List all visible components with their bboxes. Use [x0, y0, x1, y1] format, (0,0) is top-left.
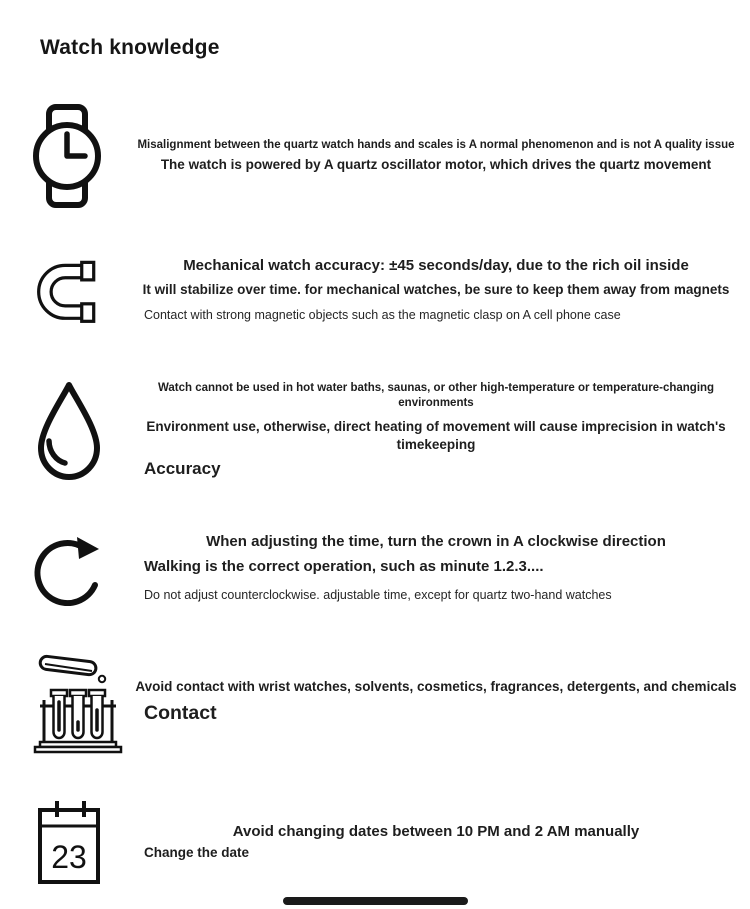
- test-tubes-icon: [32, 650, 126, 754]
- home-indicator[interactable]: [283, 897, 468, 905]
- section-heading: Contact: [144, 701, 217, 724]
- section-line: Environment use, otherwise, direct heating of movement will cause imprecision in watch's timekeeping: [146, 418, 726, 453]
- section-line: It will stabilize over time. for mechanical watches, be sure to keep them away from magnets: [142, 281, 730, 297]
- section-line: Avoid changing dates between 10 PM and 2 AM manually: [232, 822, 640, 840]
- watch-icon: [32, 104, 126, 208]
- section-quartz-movement: [0, 104, 750, 208]
- section-heading: Accuracy: [144, 459, 221, 479]
- section-line: Avoid contact with wrist watches, solvents, cosmetics, fragrances, detergents, and chemicals: [135, 678, 737, 694]
- section-temperature-accuracy: [0, 380, 750, 482]
- calendar-icon: [32, 798, 126, 886]
- section-magnetism: [0, 255, 750, 325]
- page-title: Watch knowledge: [40, 36, 220, 59]
- section-line: Watch cannot be used in hot water baths, saunas, or other high-temperature or temperature-changing environments: [157, 381, 715, 410]
- section-line: The watch is powered by A quartz oscillator motor, which drives the quartz movement: [160, 156, 712, 172]
- section-line: Contact with strong magnetic objects such as the magnetic clasp on A cell phone case: [144, 307, 621, 322]
- water-drop-icon: [32, 380, 126, 482]
- clockwise-arrow-icon: [32, 522, 126, 614]
- section-chemical-contact: [0, 650, 750, 754]
- section-line: Change the date: [144, 845, 250, 861]
- calendar-day: 23: [51, 839, 87, 875]
- section-date-change: [0, 798, 750, 886]
- section-line: Mechanical watch accuracy: ±45 seconds/day, due to the rich oil inside: [183, 257, 689, 275]
- section-time-adjustment: [0, 522, 750, 614]
- section-line: When adjusting the time, turn the crown in A clockwise direction: [206, 533, 666, 551]
- section-line: Do not adjust counterclockwise. adjustable time, except for quartz two-hand watches: [144, 587, 612, 602]
- section-line: Misalignment between the quartz watch hands and scales is A normal phenomenon and is not A quality issue: [137, 139, 735, 152]
- magnet-icon: [32, 255, 126, 325]
- section-line: Walking is the correct operation, such as minute 1.2.3....: [144, 557, 544, 575]
